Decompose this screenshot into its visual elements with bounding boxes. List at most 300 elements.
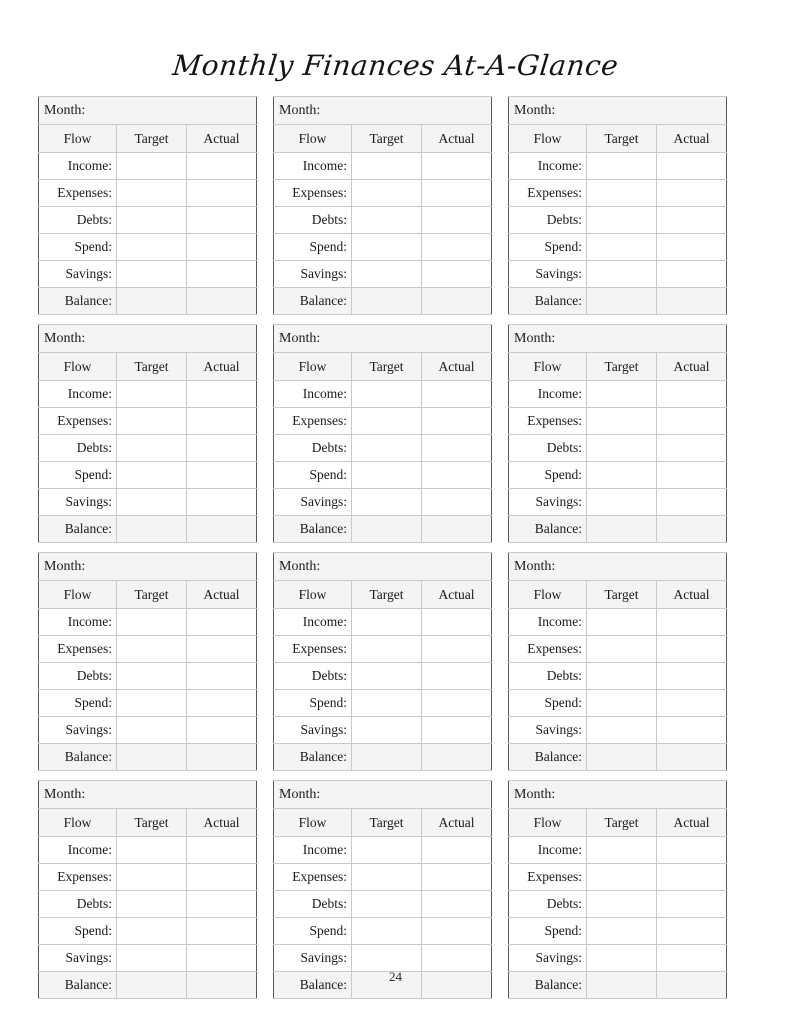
actual-cell-balance[interactable] [657, 288, 727, 315]
row-label-savings: Savings: [509, 489, 587, 516]
row-label-savings: Savings: [39, 717, 117, 744]
row-label-savings: Savings: [39, 945, 117, 972]
actual-cell-spend[interactable] [657, 690, 727, 717]
actual-cell-debts[interactable] [422, 435, 492, 462]
table-row [274, 261, 492, 288]
actual-cell-spend[interactable] [187, 918, 257, 945]
month-header-row [274, 97, 492, 125]
target-cell-expenses[interactable] [352, 636, 422, 663]
actual-cell-expenses[interactable] [657, 864, 727, 891]
table-row [274, 516, 492, 543]
row-label-income: Income: [274, 609, 352, 636]
column-header-actual: Actual [657, 809, 727, 837]
month-header-row [509, 553, 727, 581]
column-header-target: Target [117, 809, 187, 837]
actual-cell-balance[interactable] [422, 516, 492, 543]
row-label-savings: Savings: [274, 261, 352, 288]
target-cell-spend[interactable] [117, 918, 187, 945]
target-cell-debts[interactable] [117, 891, 187, 918]
column-header-actual: Actual [422, 581, 492, 609]
target-cell-balance[interactable] [352, 288, 422, 315]
column-header-row [274, 581, 492, 609]
target-cell-expenses[interactable] [587, 180, 657, 207]
target-cell-spend[interactable] [117, 462, 187, 489]
month-budget-table [273, 96, 492, 315]
target-cell-income[interactable] [117, 153, 187, 180]
table-row [274, 636, 492, 663]
table-row [274, 864, 492, 891]
target-cell-savings[interactable] [587, 261, 657, 288]
month-field[interactable]: Month: [509, 97, 727, 125]
target-cell-spend[interactable] [117, 234, 187, 261]
actual-cell-income[interactable] [422, 609, 492, 636]
target-cell-income[interactable] [352, 837, 422, 864]
table-row [509, 717, 727, 744]
row-label-spend: Spend: [274, 462, 352, 489]
month-field[interactable]: Month: [274, 553, 492, 581]
column-header-row [39, 809, 257, 837]
actual-cell-savings[interactable] [422, 945, 492, 972]
actual-cell-debts[interactable] [657, 435, 727, 462]
actual-cell-savings[interactable] [422, 489, 492, 516]
row-label-expenses: Expenses: [39, 864, 117, 891]
target-cell-debts[interactable] [352, 435, 422, 462]
row-label-expenses: Expenses: [509, 180, 587, 207]
target-cell-debts[interactable] [587, 435, 657, 462]
table-row [39, 918, 257, 945]
table-row [274, 945, 492, 972]
row-label-spend: Spend: [509, 918, 587, 945]
row-label-expenses: Expenses: [509, 636, 587, 663]
actual-cell-spend[interactable] [657, 918, 727, 945]
actual-cell-debts[interactable] [187, 207, 257, 234]
actual-cell-income[interactable] [187, 381, 257, 408]
table-row [509, 489, 727, 516]
column-header-actual: Actual [657, 353, 727, 381]
actual-cell-expenses[interactable] [187, 408, 257, 435]
target-cell-balance[interactable] [587, 744, 657, 771]
table-row [509, 435, 727, 462]
target-cell-balance[interactable] [587, 516, 657, 543]
target-cell-debts[interactable] [587, 891, 657, 918]
column-header-row [274, 809, 492, 837]
row-label-income: Income: [274, 153, 352, 180]
month-field[interactable]: Month: [274, 781, 492, 809]
target-cell-balance[interactable] [117, 744, 187, 771]
column-header-actual: Actual [422, 353, 492, 381]
row-label-balance: Balance: [509, 744, 587, 771]
row-label-savings: Savings: [274, 717, 352, 744]
column-header-row [274, 125, 492, 153]
column-header-target: Target [352, 809, 422, 837]
table-row [509, 918, 727, 945]
table-row [509, 462, 727, 489]
actual-cell-debts[interactable] [187, 435, 257, 462]
target-cell-debts[interactable] [352, 891, 422, 918]
row-label-savings: Savings: [509, 717, 587, 744]
target-cell-expenses[interactable] [117, 864, 187, 891]
row-label-income: Income: [39, 153, 117, 180]
row-label-income: Income: [509, 609, 587, 636]
page-number: 24 [389, 969, 402, 984]
table-row [274, 489, 492, 516]
target-cell-debts[interactable] [352, 207, 422, 234]
actual-cell-savings[interactable] [657, 717, 727, 744]
actual-cell-savings[interactable] [422, 261, 492, 288]
target-cell-balance[interactable] [117, 516, 187, 543]
row-label-debts: Debts: [39, 663, 117, 690]
table-row [274, 288, 492, 315]
row-label-balance: Balance: [509, 516, 587, 543]
column-header-target: Target [587, 353, 657, 381]
row-label-spend: Spend: [274, 918, 352, 945]
table-row [39, 261, 257, 288]
column-header-target: Target [352, 125, 422, 153]
column-header-flow: Flow [509, 581, 587, 609]
table-row [274, 837, 492, 864]
month-field[interactable]: Month: [39, 781, 257, 809]
column-header-row [509, 125, 727, 153]
row-label-spend: Spend: [274, 234, 352, 261]
table-row [39, 180, 257, 207]
actual-cell-savings[interactable] [187, 261, 257, 288]
row-label-spend: Spend: [509, 462, 587, 489]
target-cell-balance[interactable] [352, 516, 422, 543]
actual-cell-spend[interactable] [187, 234, 257, 261]
table-row [39, 837, 257, 864]
target-cell-balance[interactable] [117, 288, 187, 315]
row-label-balance: Balance: [274, 744, 352, 771]
actual-cell-debts[interactable] [657, 663, 727, 690]
actual-cell-balance[interactable] [187, 744, 257, 771]
target-cell-savings[interactable] [117, 945, 187, 972]
row-label-income: Income: [509, 381, 587, 408]
actual-cell-savings[interactable] [187, 945, 257, 972]
actual-cell-spend[interactable] [422, 918, 492, 945]
actual-cell-spend[interactable] [187, 690, 257, 717]
target-cell-expenses[interactable] [587, 636, 657, 663]
column-header-target: Target [117, 581, 187, 609]
column-header-row [509, 353, 727, 381]
row-label-spend: Spend: [39, 462, 117, 489]
target-cell-income[interactable] [352, 609, 422, 636]
target-cell-savings[interactable] [117, 717, 187, 744]
table-row [274, 663, 492, 690]
actual-cell-savings[interactable] [657, 489, 727, 516]
target-cell-expenses[interactable] [117, 408, 187, 435]
target-cell-spend[interactable] [352, 690, 422, 717]
row-label-spend: Spend: [509, 234, 587, 261]
target-cell-savings[interactable] [587, 945, 657, 972]
target-cell-income[interactable] [352, 381, 422, 408]
row-label-income: Income: [509, 153, 587, 180]
actual-cell-savings[interactable] [422, 717, 492, 744]
month-budget-table [273, 324, 492, 543]
target-cell-spend[interactable] [352, 918, 422, 945]
actual-cell-debts[interactable] [657, 891, 727, 918]
actual-cell-savings[interactable] [187, 717, 257, 744]
actual-cell-balance[interactable] [422, 288, 492, 315]
column-header-flow: Flow [39, 581, 117, 609]
target-cell-debts[interactable] [352, 663, 422, 690]
month-field[interactable]: Month: [509, 781, 727, 809]
target-cell-debts[interactable] [117, 207, 187, 234]
column-header-row [39, 581, 257, 609]
month-field[interactable]: Month: [39, 97, 257, 125]
target-cell-balance[interactable] [587, 288, 657, 315]
row-label-income: Income: [39, 381, 117, 408]
target-cell-expenses[interactable] [352, 864, 422, 891]
actual-cell-balance[interactable] [657, 744, 727, 771]
row-label-income: Income: [39, 609, 117, 636]
month-field[interactable]: Month: [39, 553, 257, 581]
actual-cell-savings[interactable] [657, 261, 727, 288]
actual-cell-balance[interactable] [187, 288, 257, 315]
row-label-expenses: Expenses: [509, 864, 587, 891]
target-cell-debts[interactable] [587, 663, 657, 690]
actual-cell-debts[interactable] [422, 663, 492, 690]
month-header-row [39, 781, 257, 809]
target-cell-savings[interactable] [352, 945, 422, 972]
actual-cell-expenses[interactable] [187, 864, 257, 891]
row-label-expenses: Expenses: [39, 636, 117, 663]
target-cell-expenses[interactable] [587, 864, 657, 891]
column-header-row [39, 125, 257, 153]
row-label-expenses: Expenses: [274, 864, 352, 891]
table-row [509, 837, 727, 864]
actual-cell-income[interactable] [657, 609, 727, 636]
table-row [274, 717, 492, 744]
actual-cell-income[interactable] [657, 153, 727, 180]
target-cell-income[interactable] [352, 153, 422, 180]
target-cell-savings[interactable] [352, 261, 422, 288]
table-row [274, 690, 492, 717]
month-budget-table [508, 552, 727, 771]
column-header-actual: Actual [657, 125, 727, 153]
table-row [39, 381, 257, 408]
row-label-savings: Savings: [274, 945, 352, 972]
target-cell-savings[interactable] [587, 717, 657, 744]
actual-cell-income[interactable] [187, 837, 257, 864]
target-cell-expenses[interactable] [352, 180, 422, 207]
month-header-row [274, 553, 492, 581]
column-header-target: Target [587, 581, 657, 609]
actual-cell-debts[interactable] [187, 663, 257, 690]
column-header-row [274, 353, 492, 381]
actual-cell-income[interactable] [422, 153, 492, 180]
column-header-actual: Actual [187, 581, 257, 609]
target-cell-savings[interactable] [117, 261, 187, 288]
actual-cell-expenses[interactable] [422, 636, 492, 663]
column-header-flow: Flow [39, 809, 117, 837]
actual-cell-expenses[interactable] [657, 408, 727, 435]
table-row [509, 180, 727, 207]
month-header-row [274, 325, 492, 353]
actual-cell-spend[interactable] [187, 462, 257, 489]
row-label-debts: Debts: [274, 207, 352, 234]
table-row [509, 207, 727, 234]
actual-cell-income[interactable] [187, 609, 257, 636]
target-cell-savings[interactable] [587, 489, 657, 516]
target-cell-spend[interactable] [117, 690, 187, 717]
row-label-balance: Balance: [509, 972, 587, 999]
actual-cell-expenses[interactable] [187, 636, 257, 663]
row-label-savings: Savings: [39, 261, 117, 288]
table-row [39, 945, 257, 972]
target-cell-spend[interactable] [587, 690, 657, 717]
actual-cell-expenses[interactable] [657, 180, 727, 207]
month-header-row [39, 553, 257, 581]
actual-cell-spend[interactable] [422, 462, 492, 489]
target-cell-spend[interactable] [587, 918, 657, 945]
table-row [39, 744, 257, 771]
column-header-flow: Flow [274, 581, 352, 609]
table-row [509, 381, 727, 408]
month-field[interactable]: Month: [274, 97, 492, 125]
actual-cell-debts[interactable] [422, 207, 492, 234]
target-cell-spend[interactable] [587, 462, 657, 489]
row-label-spend: Spend: [39, 690, 117, 717]
actual-cell-expenses[interactable] [422, 864, 492, 891]
target-cell-debts[interactable] [587, 207, 657, 234]
target-cell-savings[interactable] [117, 489, 187, 516]
target-cell-spend[interactable] [352, 462, 422, 489]
row-label-debts: Debts: [509, 207, 587, 234]
column-header-target: Target [587, 125, 657, 153]
actual-cell-savings[interactable] [187, 489, 257, 516]
target-cell-savings[interactable] [352, 489, 422, 516]
row-label-income: Income: [274, 837, 352, 864]
actual-cell-expenses[interactable] [422, 408, 492, 435]
actual-cell-debts[interactable] [657, 207, 727, 234]
table-row [39, 153, 257, 180]
target-cell-spend[interactable] [352, 234, 422, 261]
month-header-row [509, 781, 727, 809]
target-cell-income[interactable] [117, 837, 187, 864]
column-header-target: Target [117, 353, 187, 381]
actual-cell-expenses[interactable] [422, 180, 492, 207]
actual-cell-savings[interactable] [657, 945, 727, 972]
table-row [274, 234, 492, 261]
column-header-actual: Actual [422, 809, 492, 837]
row-label-savings: Savings: [509, 945, 587, 972]
table-row [509, 663, 727, 690]
month-field[interactable]: Month: [509, 325, 727, 353]
target-cell-income[interactable] [587, 609, 657, 636]
actual-cell-spend[interactable] [422, 690, 492, 717]
table-row [274, 381, 492, 408]
table-row [509, 690, 727, 717]
table-row [39, 462, 257, 489]
column-header-actual: Actual [187, 125, 257, 153]
table-row [509, 945, 727, 972]
actual-cell-expenses[interactable] [657, 636, 727, 663]
target-cell-expenses[interactable] [587, 408, 657, 435]
actual-cell-income[interactable] [187, 153, 257, 180]
target-cell-income[interactable] [587, 381, 657, 408]
table-row [39, 408, 257, 435]
actual-cell-spend[interactable] [657, 462, 727, 489]
table-row [274, 744, 492, 771]
month-budget-table [508, 96, 727, 315]
table-row [274, 207, 492, 234]
table-row [39, 636, 257, 663]
column-header-target: Target [587, 809, 657, 837]
table-row [274, 408, 492, 435]
table-row [39, 516, 257, 543]
target-cell-income[interactable] [117, 609, 187, 636]
target-cell-expenses[interactable] [117, 636, 187, 663]
target-cell-debts[interactable] [117, 435, 187, 462]
month-budget-table [273, 552, 492, 771]
actual-cell-spend[interactable] [422, 234, 492, 261]
target-cell-income[interactable] [587, 837, 657, 864]
row-label-savings: Savings: [274, 489, 352, 516]
actual-cell-expenses[interactable] [187, 180, 257, 207]
actual-cell-debts[interactable] [422, 891, 492, 918]
month-field[interactable]: Month: [509, 553, 727, 581]
target-cell-expenses[interactable] [117, 180, 187, 207]
table-row [509, 288, 727, 315]
row-label-balance: Balance: [39, 972, 117, 999]
actual-cell-income[interactable] [422, 381, 492, 408]
month-field[interactable]: Month: [274, 325, 492, 353]
target-cell-expenses[interactable] [352, 408, 422, 435]
actual-cell-balance[interactable] [657, 516, 727, 543]
month-header-row [39, 325, 257, 353]
row-label-debts: Debts: [274, 435, 352, 462]
actual-cell-spend[interactable] [657, 234, 727, 261]
target-cell-debts[interactable] [117, 663, 187, 690]
table-row [39, 288, 257, 315]
table-row [274, 891, 492, 918]
target-cell-balance[interactable] [352, 744, 422, 771]
target-cell-income[interactable] [117, 381, 187, 408]
target-cell-spend[interactable] [587, 234, 657, 261]
table-row [274, 153, 492, 180]
column-header-target: Target [352, 353, 422, 381]
table-row [39, 663, 257, 690]
row-label-expenses: Expenses: [274, 636, 352, 663]
month-header-row [274, 781, 492, 809]
month-header-row [39, 97, 257, 125]
month-budget-table [273, 780, 492, 999]
month-header-row [509, 97, 727, 125]
table-row [509, 609, 727, 636]
actual-cell-balance[interactable] [187, 516, 257, 543]
target-cell-income[interactable] [587, 153, 657, 180]
row-label-balance: Balance: [39, 744, 117, 771]
table-row [39, 690, 257, 717]
actual-cell-income[interactable] [657, 381, 727, 408]
row-label-balance: Balance: [509, 288, 587, 315]
target-cell-savings[interactable] [352, 717, 422, 744]
table-row [39, 435, 257, 462]
column-header-actual: Actual [187, 809, 257, 837]
table-row [274, 462, 492, 489]
table-row [39, 609, 257, 636]
month-tables-grid [38, 96, 726, 999]
actual-cell-income[interactable] [422, 837, 492, 864]
row-label-debts: Debts: [39, 207, 117, 234]
actual-cell-income[interactable] [657, 837, 727, 864]
column-header-row [509, 809, 727, 837]
row-label-savings: Savings: [509, 261, 587, 288]
month-budget-table [38, 552, 257, 771]
actual-cell-balance[interactable] [422, 744, 492, 771]
actual-cell-debts[interactable] [187, 891, 257, 918]
month-field[interactable]: Month: [39, 325, 257, 353]
